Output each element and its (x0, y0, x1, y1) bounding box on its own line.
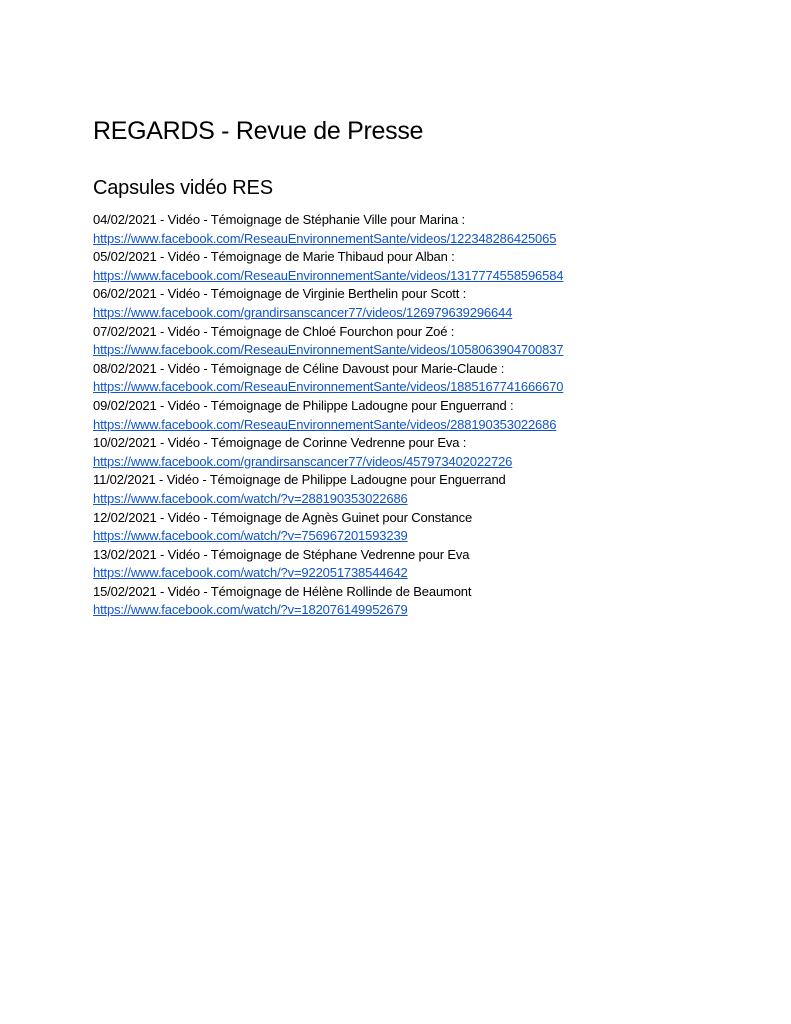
video-entry-description: 07/02/2021 - Vidéo - Témoignage de Chloé Fourchon pour Zoé : (93, 323, 455, 339)
video-entry (93, 546, 563, 583)
video-entry-description: 12/02/2021 - Vidéo - Témoignage de Agnès Guinet pour Constance (93, 509, 473, 525)
video-entry-link[interactable]: https://www.facebook.com/grandirsanscancer77/videos/126979639296644 (93, 304, 513, 320)
video-entry-description: 06/02/2021 - Vidéo - Témoignage de Virginie Berthelin pour Scott : (93, 286, 467, 302)
video-entry-link[interactable]: https://www.facebook.com/watch/?v=288190353022686 (93, 490, 408, 506)
video-entry-description: 04/02/2021 - Vidéo - Témoignage de Stéphanie Ville pour Marina : (93, 212, 465, 227)
video-entry (93, 471, 563, 508)
video-entry (93, 434, 563, 471)
video-entry-description: 08/02/2021 - Vidéo - Témoignage de Céline Davoust pour Marie-Claude : (93, 360, 505, 376)
video-entry-link[interactable]: https://www.facebook.com/ReseauEnvironnementSante/videos/1317774558596584 (93, 267, 564, 283)
video-entry (93, 285, 563, 322)
video-entry-description: 13/02/2021 - Vidéo - Témoignage de Stéphane Vedrenne pour Eva (93, 546, 470, 562)
video-entry-link[interactable]: https://www.facebook.com/ReseauEnvironnementSante/videos/1885167741666670 (93, 379, 564, 395)
document-title: REGARDS - Revue de Presse (93, 117, 424, 145)
section-title: Capsules vidéo RES (93, 177, 273, 199)
video-entry-link[interactable]: https://www.facebook.com/ReseauEnvironnementSante/videos/122348286425065 (93, 230, 557, 246)
video-entry-link[interactable]: https://www.facebook.com/watch/?v=756967201593239 (93, 528, 408, 544)
video-entry-link[interactable]: https://www.facebook.com/watch/?v=182076149952679 (93, 602, 408, 618)
video-entry (93, 397, 563, 434)
video-entry-description: 09/02/2021 - Vidéo - Témoignage de Philippe Ladougne pour Enguerrand : (93, 397, 514, 413)
video-entry-description: 15/02/2021 - Vidéo - Témoignage de Hélène Rollinde de Beaumont (93, 583, 472, 599)
video-entry-description: 10/02/2021 - Vidéo - Témoignage de Corinne Vedrenne pour Eva : (93, 435, 467, 451)
video-entry (93, 583, 563, 620)
video-entry-link[interactable]: https://www.facebook.com/grandirsanscancer77/videos/457973402022726 (93, 453, 513, 469)
video-entry-link[interactable]: https://www.facebook.com/ReseauEnvironnementSante/videos/288190353022686 (93, 416, 557, 432)
video-entry-link[interactable]: https://www.facebook.com/watch/?v=922051738544642 (93, 565, 408, 581)
video-entry (93, 211, 563, 248)
video-entry-description: 11/02/2021 - Vidéo - Témoignage de Philippe Ladougne pour Enguerrand (93, 472, 506, 488)
video-entry (93, 509, 563, 546)
video-entry (93, 248, 563, 285)
video-entry-description: 05/02/2021 - Vidéo - Témoignage de Marie Thibaud pour Alban : (93, 249, 455, 265)
video-entry (93, 323, 563, 360)
video-entry-link[interactable]: https://www.facebook.com/ReseauEnvironnementSante/videos/1058063904700837 (93, 342, 564, 358)
video-entry (93, 360, 563, 397)
video-entry-list (93, 211, 563, 620)
